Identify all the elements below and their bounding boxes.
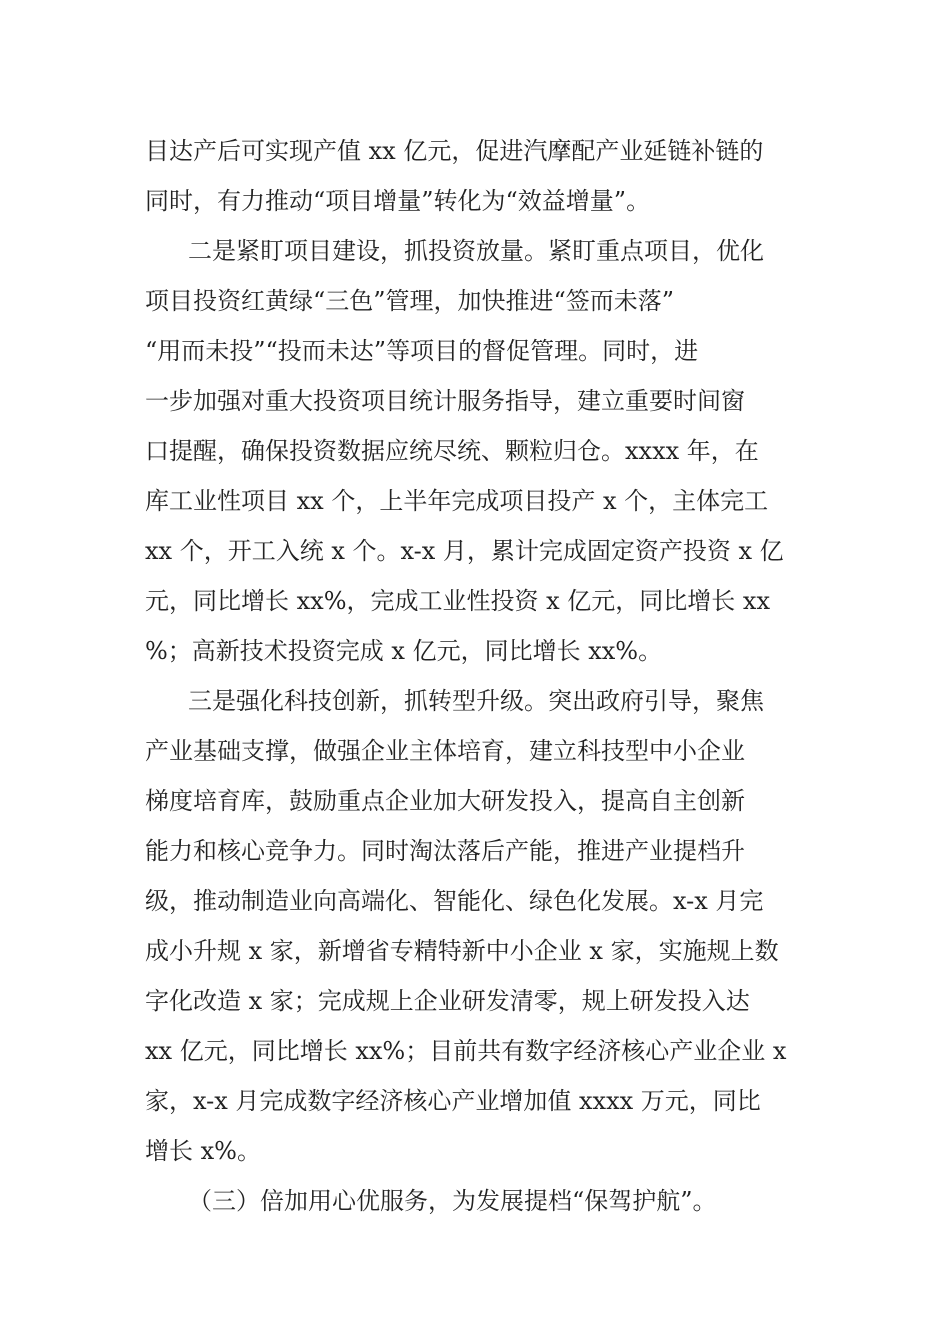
text-line: 梯度培育库，鼓励重点企业加大研发投入，提高自主创新: [145, 787, 745, 815]
text-line: 项目投资红黄绿“三色”管理，加快推进“签而未落”: [145, 287, 675, 315]
text-line: 产业基础支撑，做强企业主体培育，建立科技型中小企业: [145, 737, 745, 765]
text-line: xx 个，开工入统 x 个。x-x 月，累计完成固定资产投资 x 亿: [145, 537, 784, 565]
section-heading: （三）倍加用心优服务，为发展提档“保驾护航”。: [188, 1187, 717, 1215]
paragraph-start-line: 三是强化科技创新，抓转型升级。突出政府引导，聚焦: [188, 687, 764, 715]
text-line: 家，x-x 月完成数字经济核心产业增加值 xxxx 万元，同比: [145, 1087, 761, 1115]
text-line: 同时，有力推动“项目增量”转化为“效益增量”。: [145, 187, 651, 215]
text-line: “用而未投”“投而未达”等项目的督促管理。同时，进: [145, 337, 699, 365]
text-line: 一步加强对重大投资项目统计服务指导，建立重要时间窗: [145, 387, 745, 415]
text-line: 字化改造 x 家；完成规上企业研发清零，规上研发投入达: [145, 987, 750, 1015]
text-line: %；高新技术投资完成 x 亿元，同比增长 xx%。: [145, 637, 663, 665]
paragraph-start-line: 二是紧盯项目建设，抓投资放量。紧盯重点项目，优化: [188, 237, 764, 265]
text-line: 库工业性项目 xx 个，上半年完成项目投产 x 个，主体完工: [145, 487, 769, 515]
text-line: 成小升规 x 家，新增省专精特新中小企业 x 家，实施规上数: [145, 937, 779, 965]
text-line: 元，同比增长 xx%，完成工业性投资 x 亿元，同比增长 xx: [145, 587, 770, 615]
text-line: 口提醒，确保投资数据应统尽统、颗粒归仓。xxxx 年，在: [145, 437, 759, 465]
text-line: 级，推动制造业向高端化、智能化、绿色化发展。x-x 月完: [145, 887, 764, 915]
text-line: 目达产后可实现产值 xx 亿元，促进汽摩配产业延链补链的: [145, 137, 764, 165]
text-line: 增长 x%。: [145, 1137, 261, 1165]
text-line: xx 亿元，同比增长 xx%；目前共有数字经济核心产业企业 x: [145, 1037, 787, 1065]
text-line: 能力和核心竞争力。同时淘汰落后产能，推进产业提档升: [145, 837, 745, 865]
